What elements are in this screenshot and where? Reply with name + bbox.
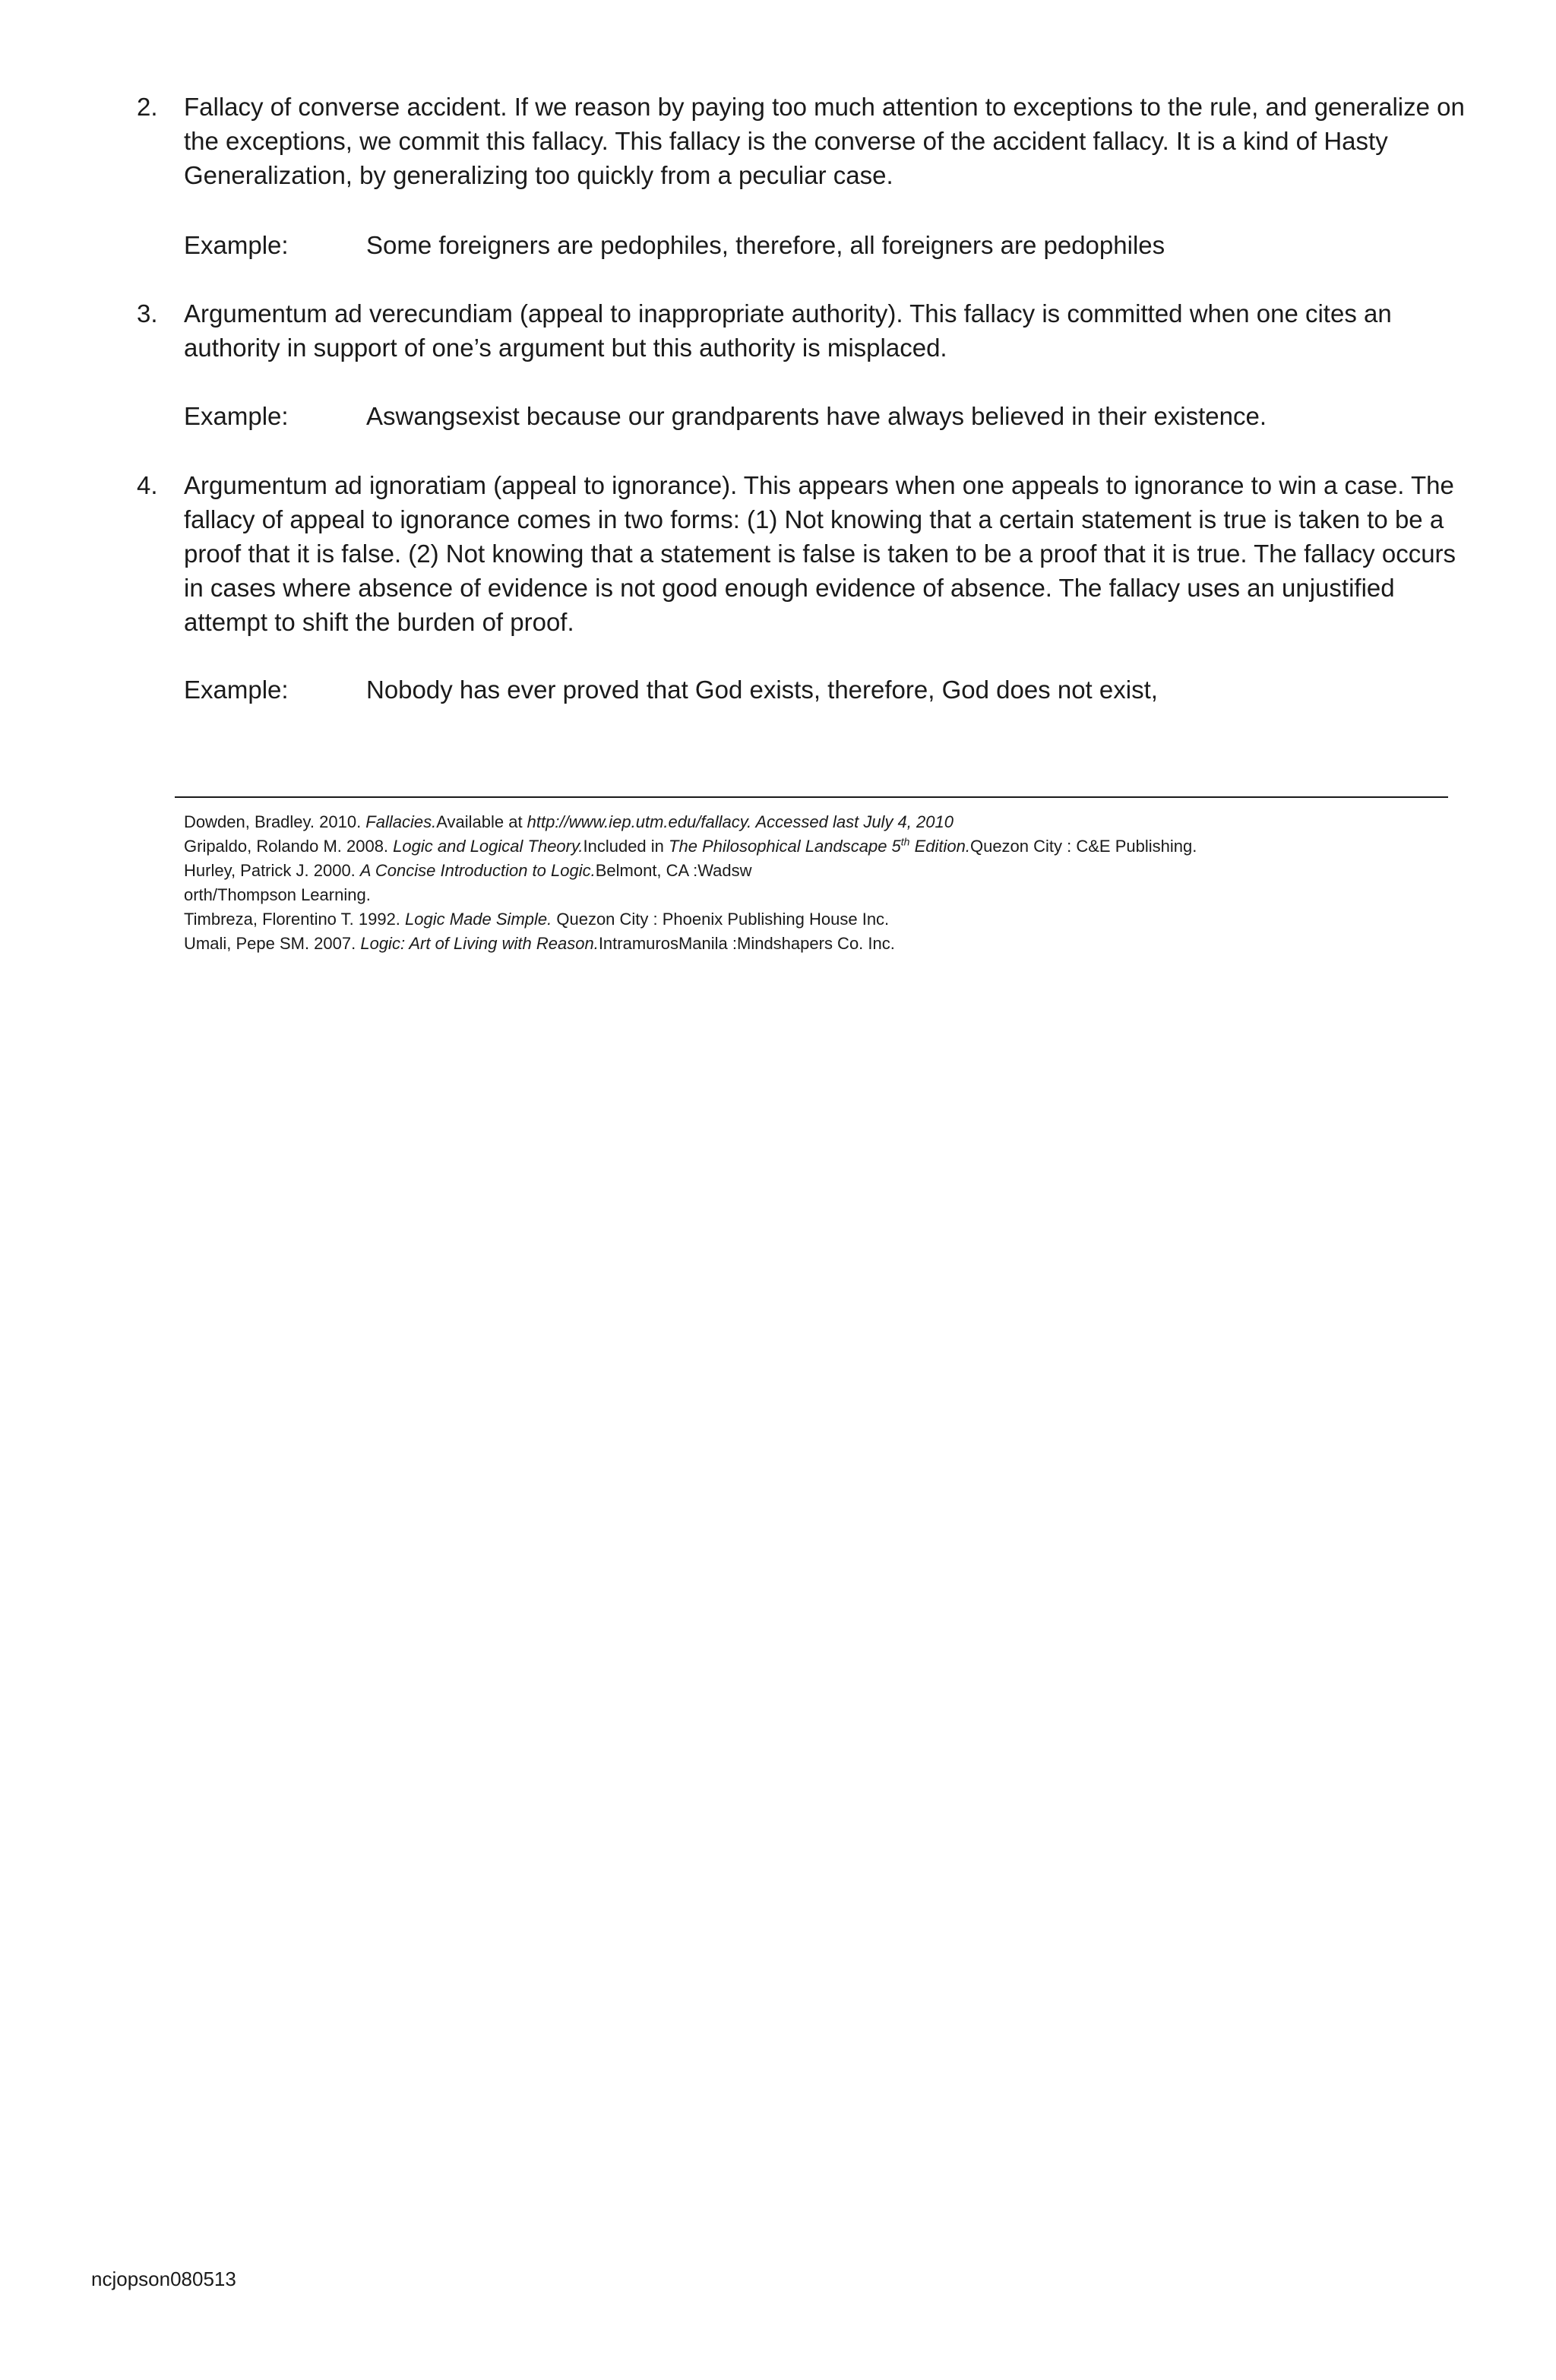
example-row — [184, 399, 1267, 433]
ref-title: Logic Made Simple. — [405, 910, 552, 929]
ref-text: Gripaldo, Rolando M. 2008. — [184, 837, 394, 856]
ref-title: Logic and Logical Theory. — [393, 837, 584, 856]
example-row — [184, 228, 1165, 262]
ref-text: Umali, Pepe SM. 2007. — [184, 934, 361, 953]
example-label: Example: — [184, 231, 289, 259]
ref-title: A Concise Introduction to Logic. — [359, 861, 596, 880]
ref-title: Logic: Art of Living with Reason. — [360, 934, 599, 953]
ref-text: Available at — [436, 812, 527, 831]
ref-text: Timbreza, Florentino T. 1992. — [184, 910, 406, 929]
ref-superscript: th — [900, 835, 910, 848]
example-label: Example: — [184, 676, 289, 704]
ref-url: http://www.iep.utm.edu/fallacy. Accessed last July 4, 2010 — [527, 812, 954, 831]
item-number: 4. — [137, 471, 158, 499]
references-list — [184, 810, 1460, 956]
item-text: Argumentum ad ignoratiam (appeal to ignorance). This appears when one appeals to ignorance to win a case. The fallacy of appeal to ignorance comes in two forms: (1) Not knowing that a certain statement is true is taken to be a proof that it is false. (2) Not knowing that a statement is false is taken to be a proof that it is true. The fallacy occurs in cases where absence of evidence is not good enough evidence of absence. The fallacy uses an unjustified attempt to shift the burden of proof. — [184, 471, 1456, 636]
ref-text: Quezon City : Phoenix Publishing House Inc. — [552, 910, 890, 929]
footnote-divider — [175, 796, 1448, 798]
example-text: Nobody has ever proved that God exists, therefore, God does not exist, — [366, 676, 1158, 704]
item-text: Argumentum ad verecundiam (appeal to inappropriate authority). This fallacy is committed when one cites an authority in support of one’s argument but this authority is misplaced. — [184, 299, 1392, 362]
ref-title: Fallacies. — [365, 812, 437, 831]
ref-text: orth/Thompson Learning. — [184, 885, 371, 904]
reference-item — [184, 859, 1460, 883]
item-number: 3. — [137, 299, 158, 328]
example-label: Example: — [184, 402, 289, 430]
example-text: Aswangsexist because our grandparents have always believed in their existence. — [366, 402, 1267, 430]
ref-text: Belmont, CA :Wadsw — [595, 861, 752, 880]
item-number: 2. — [137, 93, 158, 121]
item-text: Fallacy of converse accident. If we reason by paying too much attention to exceptions to the rule, and generalize on the exceptions, we commit this fallacy. This fallacy is the converse of the accident fallacy. It is a kind of Hasty Generalization, by generalizing too quickly from a peculiar case. — [184, 93, 1465, 189]
ref-book-title: The Philosophical Landscape 5 — [669, 837, 901, 856]
footer-code: ncjopson080513 — [91, 2268, 236, 2290]
ref-text: Hurley, Patrick J. 2000. — [184, 861, 360, 880]
reference-item — [184, 932, 1460, 956]
example-row — [184, 673, 1158, 707]
reference-item — [184, 907, 1460, 932]
ref-edition: Edition. — [909, 837, 970, 856]
reference-item — [184, 883, 1460, 907]
ref-text: Included in — [583, 837, 669, 856]
ref-text: Dowden, Bradley. 2010. — [184, 812, 366, 831]
example-text: Some foreigners are pedophiles, therefore, all foreigners are pedophiles — [366, 231, 1165, 259]
reference-item — [184, 810, 1460, 834]
ref-text: Quezon City : C&E Publishing. — [969, 837, 1197, 856]
reference-item — [184, 834, 1460, 859]
ref-text: IntramurosManila :Mindshapers Co. Inc. — [598, 934, 895, 953]
